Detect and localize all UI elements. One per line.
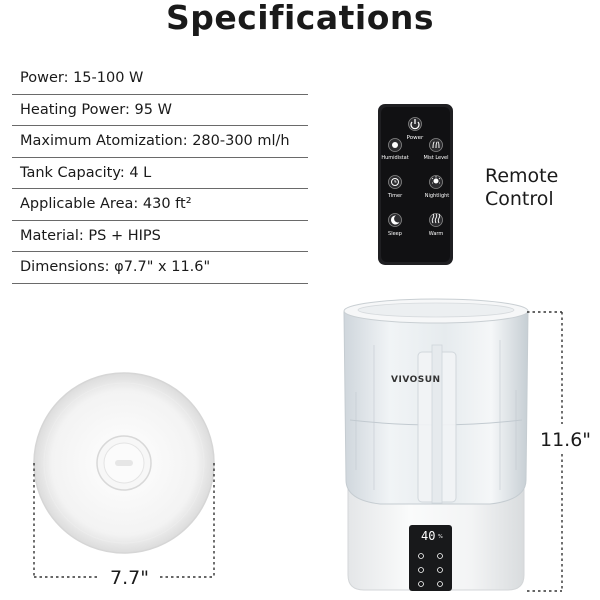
brand-logo: VIVOSUN (391, 375, 441, 385)
tank-cap-illustration (34, 373, 214, 553)
humidity-display: 40 (421, 529, 436, 543)
remote-nightlight-label: Nightlight (424, 193, 450, 199)
spec-heating-power: Heating Power: 95 W (12, 95, 308, 127)
spec-power: Power: 15-100 W (12, 63, 308, 95)
timer-icon (389, 176, 402, 189)
power-icon (409, 118, 422, 131)
spec-material: Material: PS + HIPS (12, 221, 308, 253)
humidity-unit: % (438, 534, 443, 540)
spec-applicable-area: Applicable Area: 430 ft² (12, 189, 308, 221)
spec-max-atomization: Maximum Atomization: 280-300 ml/h (12, 126, 308, 158)
remote-control-label (485, 165, 558, 211)
remote-sleep-label: Sleep (388, 231, 402, 237)
humidifier-illustration (344, 299, 528, 591)
nightlight-icon (430, 176, 443, 189)
humidistat-icon (389, 139, 402, 152)
warm-icon (430, 214, 443, 227)
sleep-icon (389, 214, 402, 227)
remote-mist-level-label: Mist Level (423, 155, 449, 161)
height-dimension (527, 312, 562, 591)
remote-humidistat-label: Humidistat (381, 155, 409, 161)
remote-label-line2: Control (485, 188, 554, 210)
page-title: Specifications (165, 0, 435, 37)
width-label: 7.7" (110, 567, 149, 589)
remote-label-line1: Remote (485, 165, 559, 187)
mist-level-icon (430, 139, 443, 152)
spec-tank-capacity: Tank Capacity: 4 L (12, 158, 308, 190)
height-label: 11.6" (540, 429, 592, 451)
remote-power-label: Power (406, 135, 424, 141)
remote-warm-label: Warm (428, 231, 444, 237)
remote-timer-label: Timer (387, 193, 403, 199)
spec-dimensions: Dimensions: φ7.7" x 11.6" (12, 252, 308, 284)
remote-control (378, 104, 453, 265)
